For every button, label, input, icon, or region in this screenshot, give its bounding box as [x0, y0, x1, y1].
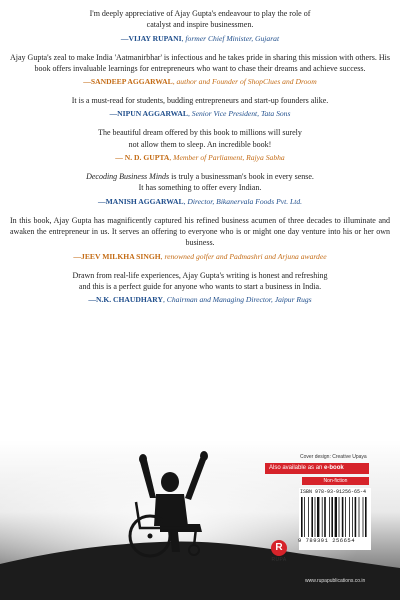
endorsement-vijay-rupani	[10, 8, 390, 44]
attribution-name: —VIJAY RUPANI	[120, 33, 182, 43]
quote-line: I'm deeply appreciative of Ajay Gupta's endeavour to play the role of	[89, 9, 311, 18]
endorsement-sandeep-aggarwal	[10, 52, 390, 88]
attribution: —NIPUN AGGARWAL, Senior Vice President, Tata Sons	[109, 109, 291, 119]
attribution: —VIJAY RUPANI, former Chief Minister, Gujarat	[120, 33, 280, 43]
rupa-logo-icon: R	[271, 540, 287, 556]
attribution-name: —N.K. CHAUDHARY	[88, 295, 163, 305]
attribution-name: — N. D. GUPTA	[115, 153, 170, 163]
attribution: — N. D. GUPTA, Member of Parliament, Rajya Sabha	[115, 153, 285, 163]
endorsement-jeev-milkha-singh	[10, 215, 390, 262]
attribution-name: —NIPUN AGGARWAL	[109, 109, 188, 119]
endorsement-nk-chaudhary	[10, 270, 390, 306]
quote-line: and this is a perfect guide for anyone who wants to start a business in India.	[78, 281, 322, 291]
publisher-name: RUPA	[271, 557, 287, 563]
publisher-website: www.rupapublications.co.in	[305, 578, 366, 584]
quote-line: The beautiful dream offered by this book to millions will surely	[98, 128, 302, 138]
attribution-title: Director, Bikanervala Foods Pvt. Ltd.	[187, 196, 303, 206]
attribution-name: —SANDEEP AGGARWAL	[83, 77, 173, 87]
attribution: —N.K. CHAUDHARY, Chairman and Managing Director, Jaipur Rugs	[88, 295, 312, 305]
endorsement-nipun-aggarwal	[10, 95, 390, 119]
attribution-title: Member of Parliament, Rajya Sabha	[173, 153, 285, 163]
endorsement-nd-gupta	[10, 127, 390, 163]
category-label: Non-fiction	[302, 477, 369, 485]
attribution-title: former Chief Minister, Gujarat	[185, 33, 280, 43]
attribution: —JEEV MILKHA SINGH, renowned golfer and Padmashri and Arjuna awardee	[73, 251, 327, 261]
quote-text: Ajay Gupta's zeal to make India 'Aatmanirbhar' is infectious and he takes pride in sharing this mission with others. His book offers invaluable learnings for entrepreneurs who want to chase their dreams and achieve success.	[10, 52, 390, 73]
isbn-text: ISBN 978-93-91256-65-4	[300, 489, 367, 495]
attribution: —MANISH AGGARWAL, Director, Bikanervala Foods Pvt. Ltd.	[97, 196, 303, 206]
quote-line: catalyst and inspire businessmen.	[146, 20, 254, 30]
attribution-name: —MANISH AGGARWAL	[97, 196, 184, 206]
endorsement-manish-aggarwal	[10, 171, 390, 207]
quote-line: Decoding Business Minds is truly a businessman's book in every sense.	[86, 172, 314, 182]
quote-line: not allow them to sleep. An incredible book!	[128, 139, 272, 149]
cover-design-credit: Cover design: Creative Upaya	[300, 454, 367, 460]
barcode-number: 9 789391 256654	[298, 537, 356, 544]
barcode	[300, 497, 370, 537]
book-title: Decoding Business Minds	[86, 172, 170, 182]
attribution: —SANDEEP AGGARWAL, author and Founder of ShopClues and Droom	[83, 77, 317, 87]
quote-text: In this book, Ajay Gupta has magnificently captured his refined business acumen of three decades to illuminate and awaken the entrepreneur in us. It serves an offering to everyone who is or might one day venture into his or her own business.	[10, 215, 390, 248]
attribution-title: author and Founder of ShopClues and Droom	[176, 77, 317, 87]
attribution-title: Chairman and Managing Director, Jaipur Rugs	[166, 295, 312, 305]
quote-line: It has something to offer every Indian.	[138, 183, 262, 193]
publisher-logo	[269, 540, 289, 563]
endorsements	[10, 8, 390, 313]
attribution-title: Senior Vice President, Tata Sons	[191, 109, 291, 119]
attribution-title: renowned golfer and Padmashri and Arjuna awardee	[164, 251, 327, 261]
quote-line: It is a must-read for students, budding entrepreneurs and start-up founders alike.	[71, 96, 329, 106]
ebook-banner: Also available as an e-book	[265, 463, 369, 474]
quote-line: Drawn from real-life experiences, Ajay Gupta's writing is honest and refreshing	[72, 270, 328, 280]
attribution-name: —JEEV MILKHA SINGH	[73, 251, 161, 261]
